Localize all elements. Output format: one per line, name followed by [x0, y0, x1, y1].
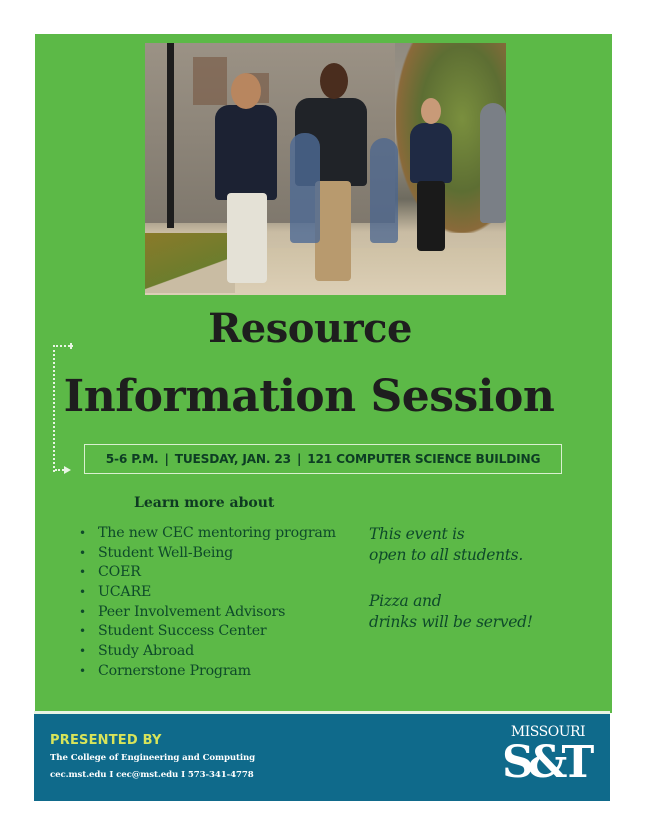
list-item — [76, 524, 336, 544]
list-item-text: UCARE — [98, 584, 152, 601]
event-location: 121 COMPUTER SCIENCE BUILDING — [307, 452, 541, 466]
photo-lamp-pole — [167, 43, 174, 228]
note-line: drinks will be served! — [369, 613, 533, 631]
footer-banner — [34, 714, 610, 801]
bullet-icon: • — [79, 644, 86, 659]
list-item — [76, 662, 336, 682]
list-item — [76, 544, 336, 564]
photo-student-left-jacket — [215, 105, 277, 200]
list-item-text: The new CEC mentoring program — [98, 525, 336, 541]
bullet-icon: • — [79, 526, 86, 540]
list-item — [76, 622, 336, 642]
note-line: This event is — [369, 525, 465, 543]
event-details-box — [84, 444, 562, 474]
photo-student-left-head — [231, 73, 261, 109]
photo-grass — [145, 233, 235, 293]
learn-more-heading: Learn more about — [134, 495, 275, 511]
list-item-text: Peer Involvement Advisors — [98, 603, 286, 620]
bullet-icon: • — [79, 624, 86, 639]
photo-student-right-head — [320, 63, 348, 99]
title-line-2: Information Session — [63, 371, 555, 422]
bullet-icon: • — [79, 585, 86, 600]
note-line: open to all students. — [369, 546, 523, 564]
missouri-st-logo — [502, 724, 589, 794]
dotted-bracket-decoration — [53, 345, 73, 472]
list-item-text: Student Success Center — [98, 623, 267, 640]
bullet-icon: • — [79, 545, 86, 560]
list-item — [76, 583, 336, 603]
topics-list — [76, 524, 336, 682]
photo-background-student-blur — [370, 138, 398, 243]
bullet-icon: • — [79, 604, 86, 619]
photo-background-student-pants — [417, 181, 445, 251]
photo-student-left-pants — [227, 193, 267, 283]
photo-background-student-far — [480, 103, 506, 223]
title-line-1: Resource — [208, 305, 412, 352]
open-to-all-note — [369, 524, 523, 566]
bullet-icon: • — [79, 663, 86, 678]
list-item — [76, 603, 336, 623]
list-item — [76, 642, 336, 662]
photo-student-right-pants — [315, 181, 351, 281]
college-name: The College of Engineering and Computing — [50, 753, 256, 763]
photo-background-student — [410, 123, 452, 183]
event-time: 5-6 P.M. — [105, 452, 159, 466]
students-walking-photo — [145, 43, 506, 295]
food-note — [369, 591, 533, 633]
bullet-icon: • — [79, 565, 86, 580]
list-item-text: COER — [98, 564, 141, 581]
logo-st-text: S&T — [502, 737, 589, 788]
arrow-right-icon — [64, 466, 71, 474]
event-date: TUESDAY, JAN. 23 — [174, 452, 291, 466]
bracket-bottom-line — [55, 469, 64, 471]
photo-window — [193, 57, 227, 105]
list-item-text: Cornerstone Program — [98, 662, 251, 679]
contact-info: cec.mst.edu I cec@mst.edu I 573-341-4778 — [50, 770, 254, 780]
presented-by-label: PRESENTED BY — [50, 733, 162, 748]
bracket-tick — [70, 343, 72, 349]
separator: | — [296, 452, 302, 466]
note-line: Pizza and — [369, 592, 442, 610]
list-item-text: Study Abroad — [98, 643, 194, 660]
photo-background-student-head — [421, 98, 441, 124]
separator: | — [164, 452, 169, 466]
photo-background-student-blur — [290, 133, 320, 243]
logo-missouri-text: MISSOURI — [510, 724, 586, 740]
list-item-text: Student Well-Being — [98, 544, 234, 561]
list-item — [76, 563, 336, 583]
